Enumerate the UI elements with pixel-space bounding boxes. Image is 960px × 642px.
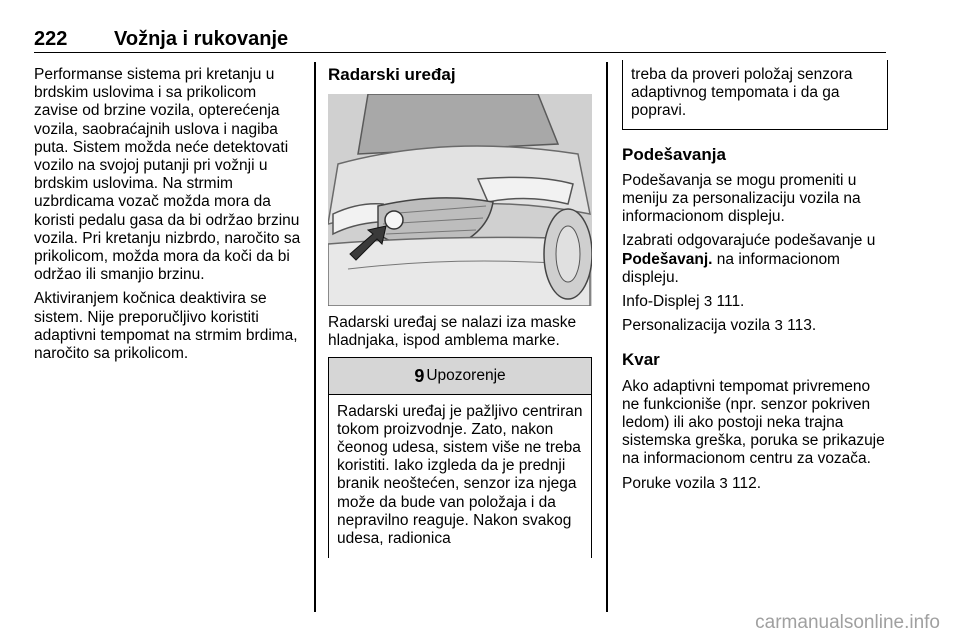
column-right <box>622 66 888 499</box>
page-reference-icon: 3 <box>719 474 728 492</box>
page-reference-icon: 3 <box>703 293 713 311</box>
warning-continued-box <box>622 60 888 130</box>
car-front-image <box>328 94 592 306</box>
reference-page: 111. <box>716 293 745 311</box>
warning-title: Upozorenje <box>426 366 506 384</box>
page-header <box>34 24 886 53</box>
reference-label: Info-Displej <box>622 293 700 311</box>
radar-heading: Radarski uređaj <box>328 65 456 84</box>
settings-paragraph-1: Podešavanja se mogu promeniti u meniju za personalizaciju vozila na informacionom displeju. <box>622 171 861 226</box>
paragraph-performance: Performanse sistema pri kretanju u brdskim uslovima i sa prikolicom zavise od brzine vozila, opterećenja vozila, saobraćajnih uslova i nagiba puta. Sistem možda neće detektovati vozilo na svojoj putanji pri vožnji u brdskim uslovima. Na strmim uzbrdicama vozač možda mora da koristi pedalu gasa da bi održao brzinu vozila. Pri kretanju nizbrdo, naročito sa prikolicom, možda mora da koči da bi održao ili smanjio brzinu. <box>34 66 301 284</box>
chapter-title: Vožnja i rukovanje <box>114 28 289 50</box>
radar-sensor-illustration <box>328 94 592 306</box>
warning-icon: 9 <box>414 365 425 386</box>
reference-label: Poruke vozila <box>622 474 716 492</box>
settings-p2-suffix: na informacionom displeju. <box>622 250 840 286</box>
vehicle-messages-reference <box>622 475 888 493</box>
page-number: 222 <box>34 28 68 50</box>
watermark: carmanualsonline.info <box>755 612 940 633</box>
fault-paragraph: Ako adaptivni tempomat privremeno ne funkcioniše (npr. senzor pokriven ledom) ili ako postoji neka trajna sistemska greška, poruka se prikazuje na informacionom centru za vozača. <box>622 377 885 468</box>
column-divider-1 <box>314 62 316 612</box>
paragraph-brakes: Aktiviranjem kočnica deaktivira se sistem. Nije preporučljivo koristiti adaptivni tempomat na strmim brdima, naročito sa prikolicom. <box>34 290 298 363</box>
reference-page: 113. <box>787 317 817 335</box>
reference-label: Personalizacija vozila <box>622 317 771 335</box>
fault-heading: Kvar <box>622 350 660 370</box>
radar-caption: Radarski uređaj se nalazi iza maske hladnjaka, ispod amblema marke. <box>328 314 577 350</box>
settings-paragraph-2 <box>622 232 888 287</box>
settings-menu-name: Podešavanj. <box>622 250 713 268</box>
warning-text: Radarski uređaj je pažljivo centriran tokom proizvodnje. Zato, nakon čeonog udesa, sistem više ne treba koristiti. Iako izgleda da je prednji branik neoštećen, senzor iza njega može da bude van položaja i da nepravilno reaguje. Nakon svakog udesa, radionica <box>337 402 583 548</box>
column-middle <box>328 66 592 558</box>
settings-p2-prefix: Izabrati odgovarajuće podešavanje u <box>622 232 876 250</box>
warning-continued-text: treba da proveri položaj senzora adaptivnog tempomata i da ga popravi. <box>631 66 853 120</box>
settings-heading: Podešavanja <box>622 144 726 164</box>
warning-header <box>329 358 591 395</box>
page-reference-icon: 3 <box>774 317 783 335</box>
reference-page: 112. <box>732 474 762 492</box>
info-display-reference <box>622 293 888 311</box>
personalization-reference <box>622 317 888 335</box>
warning-box <box>328 357 592 558</box>
column-left <box>34 66 302 369</box>
column-divider-2 <box>606 62 608 612</box>
